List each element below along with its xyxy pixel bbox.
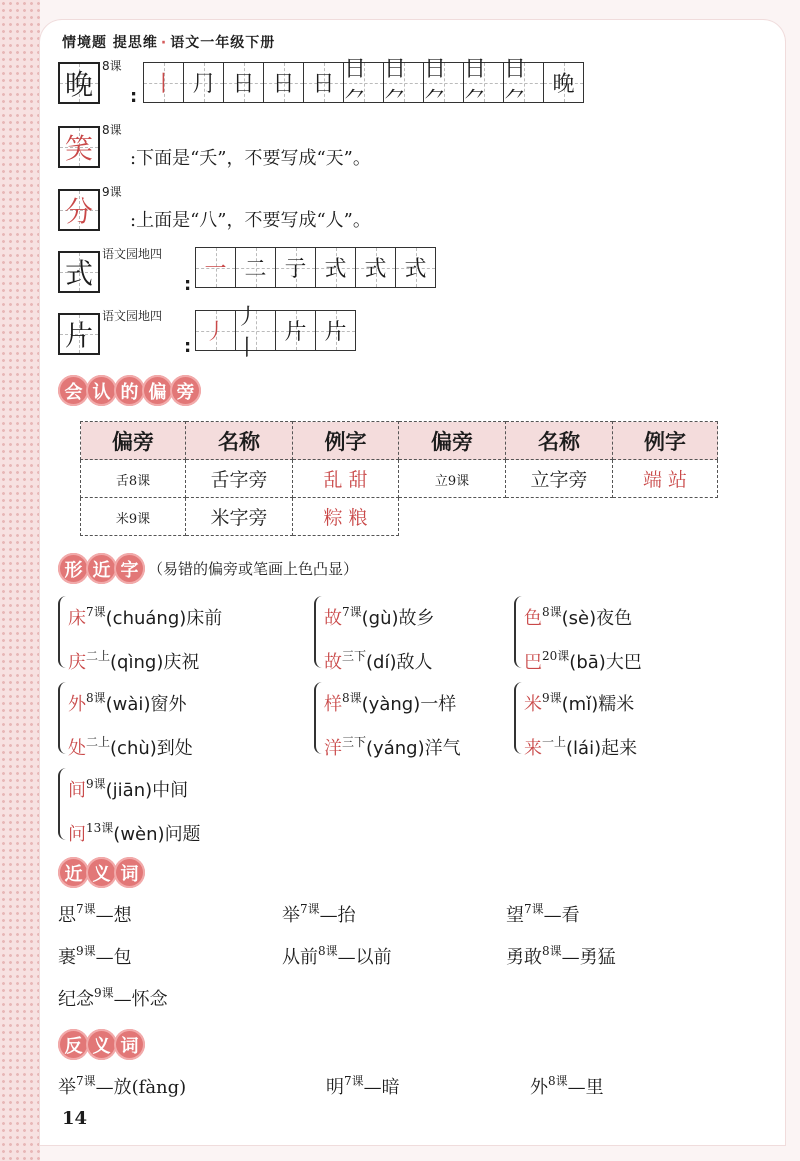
stroke-cell: 晚	[543, 63, 583, 102]
writing-note: :上面是“八”，不要写成“人”。	[130, 210, 371, 231]
synonym-pair	[282, 942, 392, 969]
word-a: 纪念	[58, 989, 94, 1010]
header-subject: 语文一年级下册	[170, 35, 276, 51]
header-series: 提思维	[112, 35, 158, 51]
page-number: 14	[62, 1108, 88, 1129]
lesson-tag: 7课	[342, 605, 362, 619]
title-bubble: 近	[58, 857, 89, 888]
char-box-xiao: 笑	[58, 126, 100, 168]
page-header	[62, 32, 275, 52]
example-word: 糯米	[598, 694, 635, 715]
similar-char-entry: 样$^{8课}$(yàng)一样	[324, 691, 457, 715]
word-a: 勇敢	[506, 947, 542, 968]
lesson-tag: 8课	[86, 691, 106, 705]
stroke-cell: 日⺈	[343, 63, 383, 102]
section-title-antonyms	[58, 1029, 142, 1060]
brace	[58, 682, 68, 754]
synonym-pair	[282, 900, 356, 927]
word-b: 放(fàng)	[113, 1077, 187, 1098]
pinyin: qìng	[117, 652, 157, 673]
stroke-cell: 丿丨	[235, 311, 275, 350]
radical-name: 立字旁	[506, 460, 613, 498]
similar-pair	[68, 590, 222, 678]
example-word: 窗外	[150, 694, 187, 715]
similar-char-entry: 故$^{三下}$(dí)敌人	[324, 649, 433, 673]
antonym-pair	[326, 1072, 400, 1099]
word-b: 怀念	[131, 989, 168, 1010]
radical-cell: 舌8课	[81, 460, 186, 498]
similar-pair	[324, 590, 435, 678]
section-title-radicals	[58, 375, 198, 406]
similar-char: 故	[324, 652, 342, 673]
pinyin: wài	[112, 694, 144, 715]
dash: —	[561, 947, 580, 968]
lesson-tag: 语文园地四	[102, 247, 163, 261]
lesson-tag: 8课	[318, 944, 338, 958]
similar-char-entry: 庆$^{二上}$(qìng)庆祝	[68, 649, 200, 673]
lesson-tag: 9课	[94, 986, 114, 1000]
example-word: 床前	[186, 608, 223, 629]
char-box-fen: 分	[58, 189, 100, 231]
lesson-tag: 三下	[342, 649, 367, 663]
similar-char-entry: 巴$^{20课}$(bā)大巴	[524, 649, 642, 673]
word-b: 里	[585, 1077, 604, 1098]
similar-char: 外	[68, 694, 86, 715]
table-header: 名称	[186, 422, 293, 460]
stroke-cell: 丿	[196, 311, 235, 350]
example-word: 起来	[601, 738, 638, 759]
lesson-tag: 7课	[300, 902, 320, 916]
lesson-tag: 7课	[76, 902, 96, 916]
stroke-cell: 亍	[275, 248, 315, 287]
table-header: 例字	[613, 422, 718, 460]
header-book: 情境题	[62, 35, 107, 51]
example-word: 故乡	[398, 608, 435, 629]
radicals-table	[80, 421, 718, 536]
lesson-tag: 20课	[542, 649, 570, 663]
title-bubble: 形	[58, 553, 89, 584]
colon: :	[184, 274, 192, 295]
stroke-order-pian	[195, 304, 356, 361]
similar-char-entry: 处$^{二上}$(chù)到处	[68, 735, 193, 759]
lesson-tag: 13课	[86, 821, 114, 835]
word-a: 外	[530, 1077, 548, 1098]
word-b: 抬	[337, 905, 356, 926]
title-bubble: 旁	[170, 375, 201, 406]
pinyin: gù	[368, 608, 392, 629]
brace	[514, 682, 524, 754]
pinyin: wèn	[120, 824, 158, 845]
lesson-tag: 9课	[542, 691, 562, 705]
stroke-order-wan	[143, 56, 584, 113]
table-header: 偏旁	[81, 422, 186, 460]
dash: —	[543, 905, 562, 926]
lesson-tag: 二上	[86, 649, 111, 663]
word-a: 举	[282, 905, 300, 926]
brace	[314, 596, 324, 668]
pinyin: dí	[373, 652, 390, 673]
similar-char-entry: 来$^{一上}$(lái)起来	[524, 735, 638, 759]
similar-char: 样	[324, 694, 342, 715]
similar-pair	[68, 676, 193, 764]
char-box-shi: 式	[58, 251, 100, 293]
antonym-pair	[58, 1072, 186, 1099]
stroke-cell: 丨	[144, 63, 183, 102]
word-a: 望	[506, 905, 524, 926]
brace	[58, 596, 68, 668]
similar-char-entry: 洋$^{三下}$(yáng)洋气	[324, 735, 461, 759]
similar-char: 巴	[524, 652, 542, 673]
radical-name: 米字旁	[186, 498, 293, 536]
title-bubble: 认	[86, 375, 117, 406]
radical-cell: 立9课	[399, 460, 506, 498]
similar-pair	[68, 762, 201, 850]
lesson-tag: 8课	[542, 944, 562, 958]
word-a: 举	[58, 1077, 76, 1098]
similar-pair	[324, 676, 461, 764]
lesson-tag: 8课	[102, 123, 122, 137]
antonym-pair	[530, 1072, 604, 1099]
section-title-synonyms	[58, 857, 142, 888]
similar-char: 庆	[68, 652, 86, 673]
table-header: 名称	[506, 422, 613, 460]
synonym-pair	[58, 900, 132, 927]
similar-pair	[524, 676, 637, 764]
pinyin: yáng	[373, 738, 418, 759]
similar-char-entry: 间$^{9课}$(jiān)中间	[68, 777, 189, 801]
radical-cell: 米9课	[81, 498, 186, 536]
title-bubble: 字	[114, 553, 145, 584]
pinyin: yàng	[368, 694, 414, 715]
word-b: 勇猛	[579, 947, 616, 968]
brace	[58, 768, 68, 840]
stroke-cell: 片	[315, 311, 355, 350]
example-word: 敌人	[396, 652, 433, 673]
stroke-cell: 式	[395, 248, 435, 287]
lesson-tag: 9课	[86, 777, 106, 791]
title-bubble: 词	[114, 857, 145, 888]
char-box-pian: 片	[58, 313, 100, 355]
similar-char: 床	[68, 608, 86, 629]
lesson-tag: 7课	[76, 1074, 96, 1088]
lesson-tag: 8课	[342, 691, 362, 705]
stroke-cell: 日⺈	[503, 63, 543, 102]
example-word: 一样	[420, 694, 457, 715]
example-word: 问题	[164, 824, 201, 845]
dash: —	[337, 947, 356, 968]
similar-char: 间	[68, 780, 86, 801]
stroke-cell: 式	[315, 248, 355, 287]
colon: :	[130, 86, 138, 107]
stroke-cell: 二	[235, 248, 275, 287]
example-chars: 端 站	[613, 460, 718, 498]
title-bubble: 会	[58, 375, 89, 406]
word-a: 明	[326, 1077, 344, 1098]
header-separator: ·	[160, 35, 168, 51]
title-bubble: 反	[58, 1029, 89, 1060]
table-header-row	[81, 422, 718, 460]
word-a: 裹	[58, 947, 76, 968]
similar-char-entry: 问$^{13课}$(wèn)问题	[68, 821, 201, 845]
similar-char: 洋	[324, 738, 342, 759]
char-box-wan: 晚	[58, 62, 100, 104]
lesson-tag: 7课	[86, 605, 106, 619]
example-word: 到处	[156, 738, 193, 759]
stroke-cell: 日	[223, 63, 263, 102]
stroke-cell: 日⺈	[423, 63, 463, 102]
example-word: 大巴	[605, 652, 642, 673]
colon: :	[184, 336, 192, 357]
table-row	[81, 498, 718, 536]
synonym-pair	[58, 984, 168, 1011]
example-word: 夜色	[596, 608, 633, 629]
stroke-cell: 日⺈	[463, 63, 503, 102]
example-word: 中间	[152, 780, 189, 801]
stroke-cell: 日	[263, 63, 303, 102]
pinyin: lái	[573, 738, 595, 759]
stroke-cell: 式	[355, 248, 395, 287]
dash: —	[319, 905, 338, 926]
title-bubble: 词	[114, 1029, 145, 1060]
pinyin: mǐ	[568, 694, 592, 715]
left-pattern-band	[0, 0, 40, 1161]
similar-char-entry: 色$^{8课}$(sè)夜色	[524, 605, 633, 629]
similar-char: 问	[68, 824, 86, 845]
similar-char-entry: 外$^{8课}$(wài)窗外	[68, 691, 187, 715]
similar-char-entry: 故$^{7课}$(gù)故乡	[324, 605, 435, 629]
title-bubble: 义	[86, 1029, 117, 1060]
example-chars: 乱 甜	[293, 460, 399, 498]
stroke-cell: 片	[275, 311, 315, 350]
dash: —	[95, 947, 114, 968]
lesson-tag: 二上	[86, 735, 111, 749]
lesson-tag: 7课	[524, 902, 544, 916]
word-b: 包	[113, 947, 132, 968]
table-row	[81, 460, 718, 498]
word-b: 暗	[381, 1077, 400, 1098]
similar-char-entry: 床$^{7课}$(chuáng)床前	[68, 605, 223, 629]
title-bubble: 近	[86, 553, 117, 584]
dash: —	[95, 905, 114, 926]
synonym-pair	[506, 942, 616, 969]
lesson-tag: 9课	[76, 944, 96, 958]
dash: —	[567, 1077, 586, 1098]
pinyin: sè	[568, 608, 590, 629]
similar-char: 色	[524, 608, 542, 629]
title-bubble: 义	[86, 857, 117, 888]
synonym-pair	[58, 942, 132, 969]
dash: —	[363, 1077, 382, 1098]
writing-note: :下面是“夭”，不要写成“天”。	[130, 148, 371, 169]
similar-char: 处	[68, 738, 86, 759]
title-bubble: 的	[114, 375, 145, 406]
pinyin: jiān	[112, 780, 146, 801]
example-chars: 粽 粮	[293, 498, 399, 536]
lesson-tag: 7课	[344, 1074, 364, 1088]
example-word: 庆祝	[163, 652, 200, 673]
brace	[514, 596, 524, 668]
similar-char: 故	[324, 608, 342, 629]
lesson-tag: 三下	[342, 735, 367, 749]
section-note: （易错的偏旁或笔画上色凸显）	[148, 560, 359, 578]
word-a: 思	[58, 905, 76, 926]
lesson-tag: 8课	[548, 1074, 568, 1088]
stroke-cell: 日⺈	[383, 63, 423, 102]
stroke-order-shi	[195, 247, 436, 288]
similar-char-entry: 米$^{9课}$(mǐ)糯米	[524, 691, 635, 715]
word-b: 想	[113, 905, 132, 926]
word-a: 从前	[282, 947, 318, 968]
stroke-cell: ⺆	[183, 63, 223, 102]
table-header: 偏旁	[399, 422, 506, 460]
similar-char: 米	[524, 694, 542, 715]
dash: —	[113, 989, 132, 1010]
lesson-tag: 8课	[102, 59, 122, 73]
word-b: 看	[561, 905, 580, 926]
stroke-cell: 一	[196, 248, 235, 287]
synonym-pair	[506, 900, 580, 927]
pinyin: chuáng	[112, 608, 180, 629]
lesson-tag: 8课	[542, 605, 562, 619]
lesson-tag: 一上	[542, 735, 567, 749]
dash: —	[95, 1077, 114, 1098]
similar-char: 来	[524, 738, 542, 759]
section-title-similar	[58, 553, 358, 584]
pinyin: chù	[117, 738, 150, 759]
lesson-tag: 9课	[102, 185, 122, 199]
brace	[314, 682, 324, 754]
radical-name: 舌字旁	[186, 460, 293, 498]
lesson-tag: 语文园地四	[102, 309, 163, 323]
example-word: 洋气	[424, 738, 461, 759]
table-header: 例字	[293, 422, 399, 460]
similar-pair	[524, 590, 642, 678]
pinyin: bā	[576, 652, 599, 673]
word-b: 以前	[355, 947, 392, 968]
stroke-cell: 日	[303, 63, 343, 102]
title-bubble: 偏	[142, 375, 173, 406]
